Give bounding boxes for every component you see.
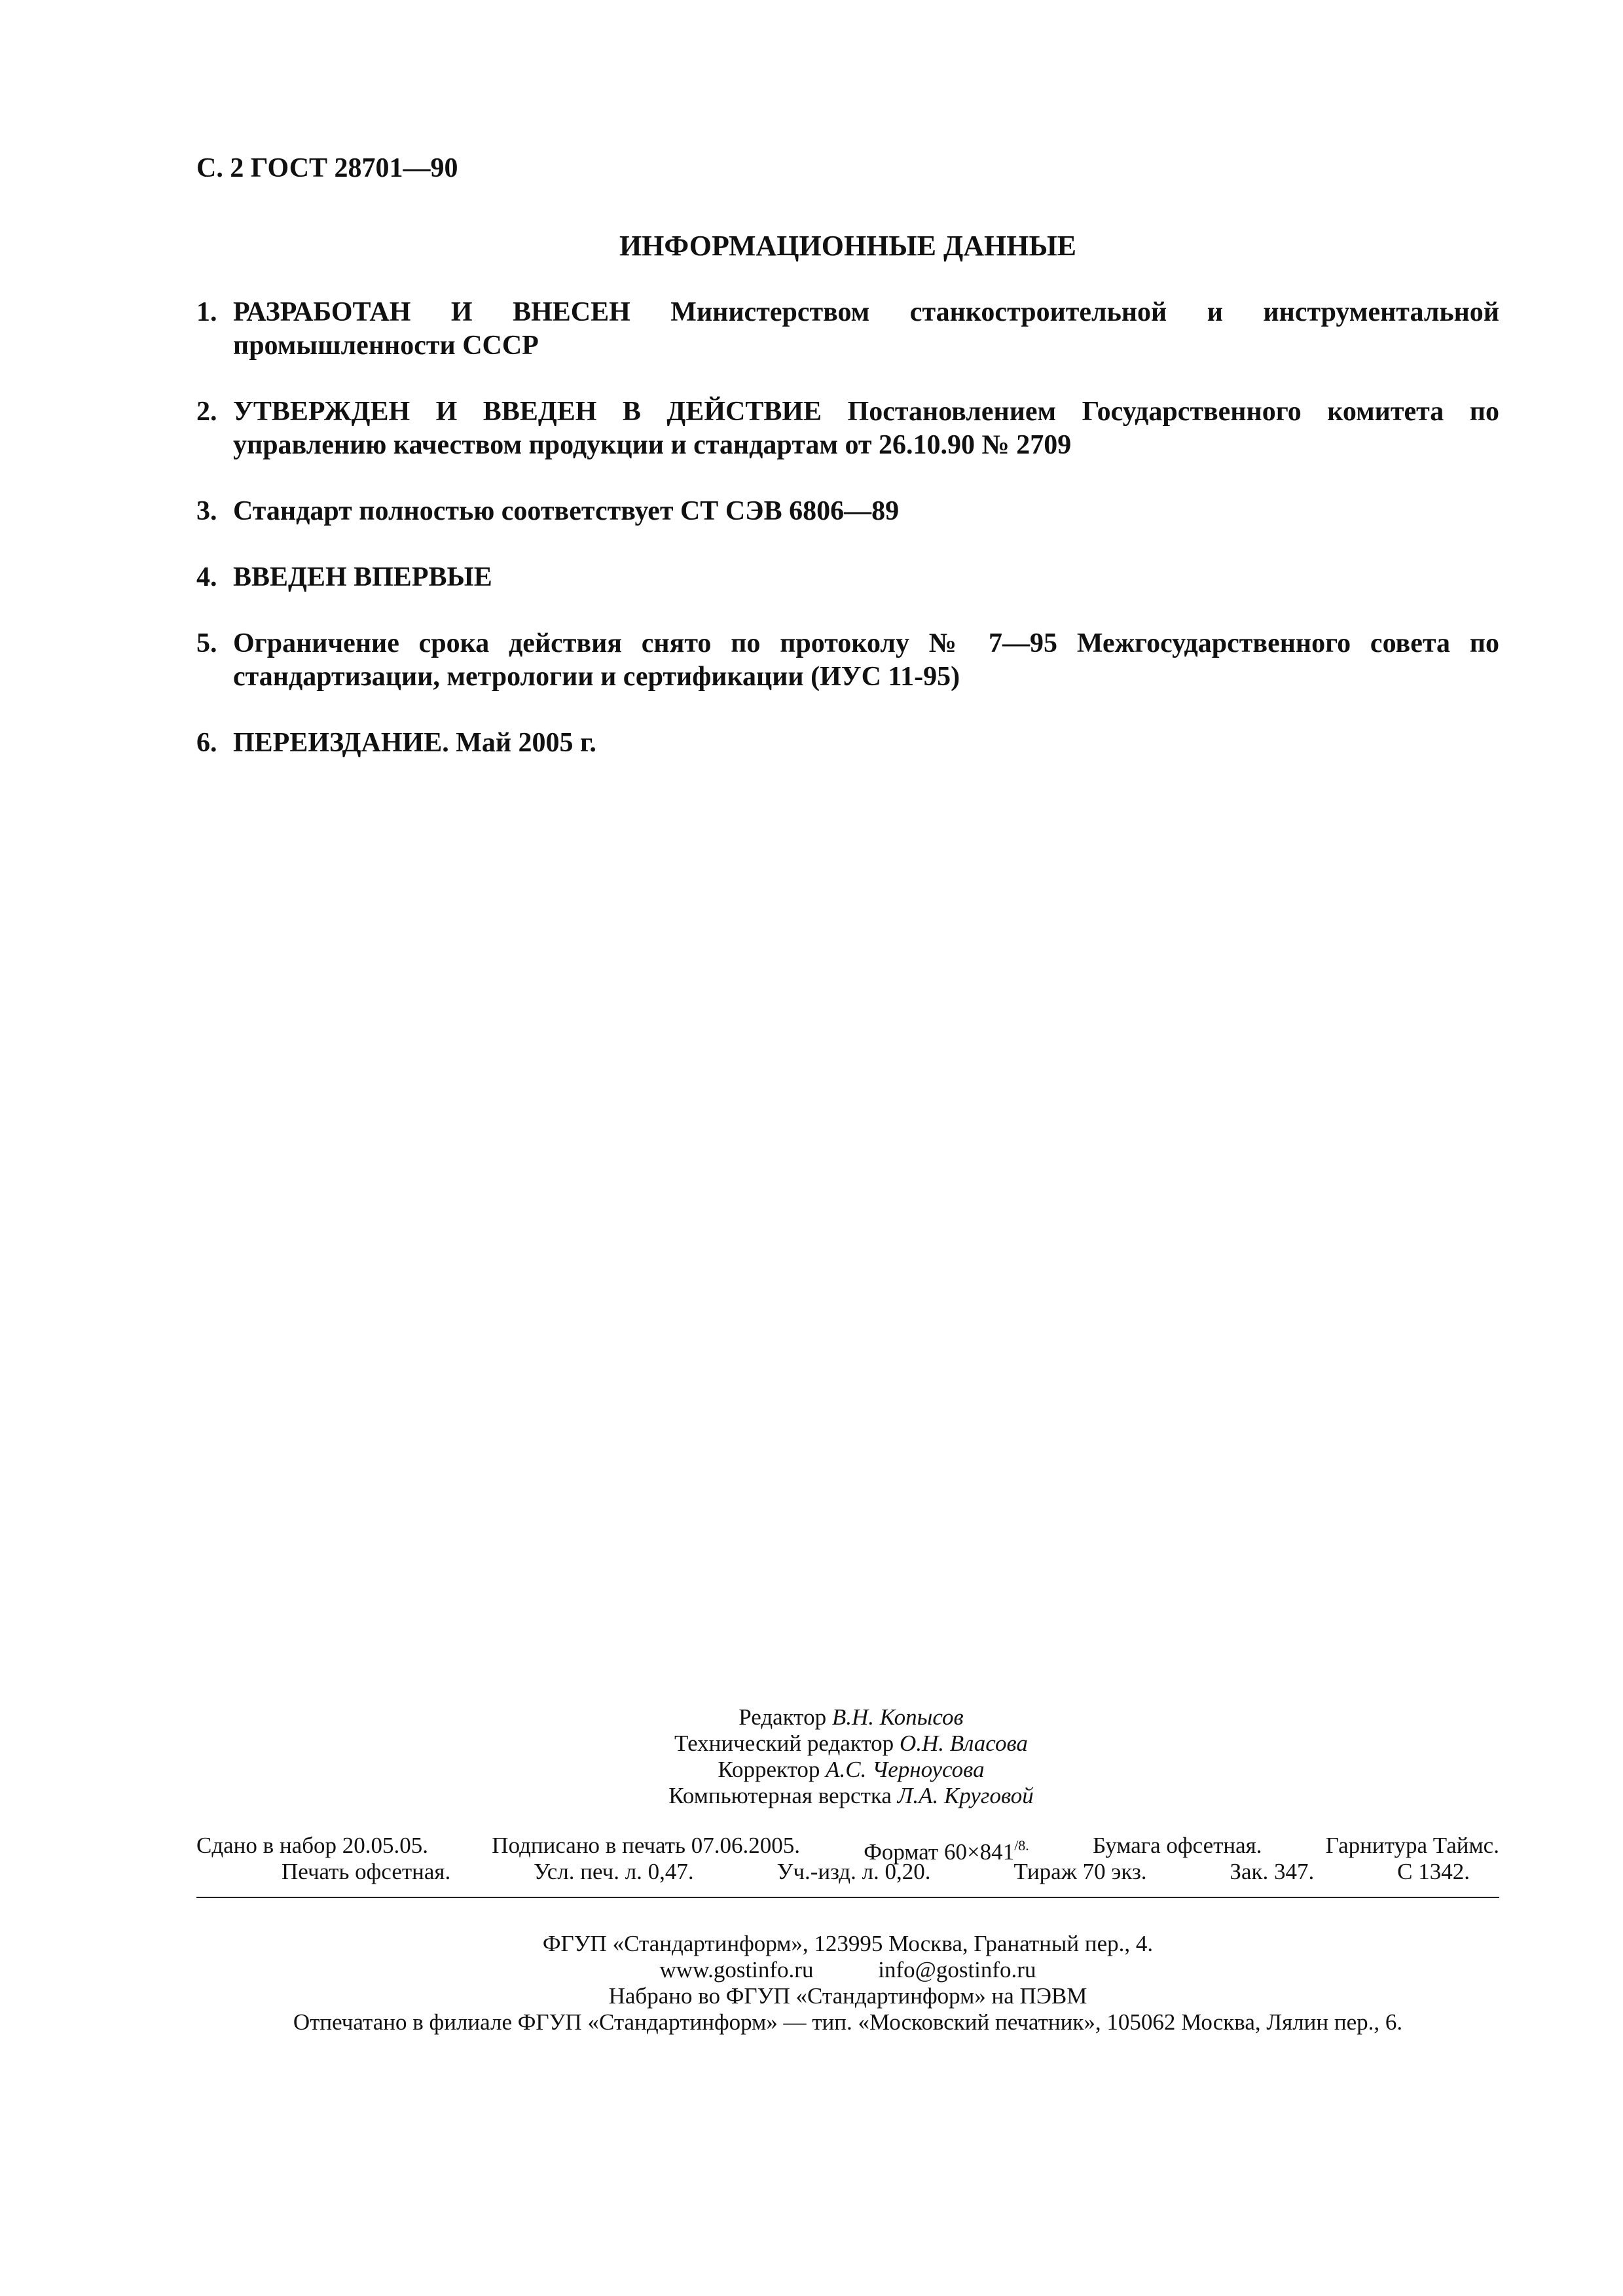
credit-role: Редактор xyxy=(739,1704,827,1730)
editorial-credits xyxy=(458,1704,1244,1809)
credit-name: В.Н. Копысов xyxy=(831,1704,964,1730)
credit-proofreader xyxy=(458,1757,1244,1783)
publisher-email: info@gostinfo.ru xyxy=(878,1957,1036,1982)
format-fraction-int: 1 xyxy=(1002,1839,1015,1865)
publisher-print-note: Отпечатано в филиале ФГУП «Стандартинформ» — тип. «Московский печатник», 105062 Москва, Лялин пер., 6. xyxy=(293,2009,1403,2035)
item-number: 5. xyxy=(196,628,217,658)
imprint-typeset-date: Сдано в набор 20.05.05. xyxy=(196,1833,429,1858)
list-item xyxy=(196,495,1499,528)
section-title: ИНФОРМАЦИОННЫЕ ДАННЫЕ xyxy=(619,230,1077,262)
credit-name: О.Н. Власова xyxy=(899,1731,1028,1756)
information-list xyxy=(196,296,1499,793)
imprint-row-2 xyxy=(196,1859,1499,1885)
imprint-typeface: Гарнитура Таймс. xyxy=(1325,1833,1499,1858)
credit-editor xyxy=(458,1704,1244,1731)
imprint-print-run: Тираж 70 экз. xyxy=(1013,1859,1147,1884)
item-text: Стандарт полностью соответствует СТ СЭВ 6806—89 xyxy=(233,496,900,526)
credit-role: Корректор xyxy=(718,1757,820,1782)
divider xyxy=(196,1897,1499,1898)
publisher-address: ФГУП «Стандартинформ», 123995 Москва, Гранатный пер., 4. xyxy=(542,1931,1154,1956)
list-item xyxy=(196,395,1499,462)
publisher-typeset-note: Набрано во ФГУП «Стандартинформ» на ПЭВМ xyxy=(608,1983,1087,2009)
item-number: 6. xyxy=(196,728,217,758)
credit-role: Компьютерная верстка xyxy=(668,1783,892,1808)
publisher-info xyxy=(196,1931,1499,2036)
imprint-format: Формат $60\times 841^{/8.}$ xyxy=(864,1837,1029,1865)
publisher-website: www.gostinfo.ru xyxy=(659,1957,814,1982)
item-number: 4. xyxy=(196,562,217,592)
list-item xyxy=(196,726,1499,760)
imprint-order: Зак. 347. xyxy=(1230,1859,1315,1884)
item-number: 1. xyxy=(196,297,217,327)
list-item xyxy=(196,561,1499,594)
imprint-sheets: Усл. печ. л. 0,47. xyxy=(534,1859,694,1884)
credit-name: А.С. Черноусова xyxy=(826,1757,985,1782)
format-fraction-den: /8. xyxy=(1014,1837,1029,1854)
publisher-contacts xyxy=(196,1957,1499,1983)
credit-technical-editor xyxy=(458,1731,1244,1757)
imprint-pub-sheets: Уч.-изд. л. 0,20. xyxy=(776,1859,931,1884)
running-head: С. 2 ГОСТ 28701—90 xyxy=(196,153,458,183)
item-text: ВВЕДЕН ВПЕРВЫЕ xyxy=(233,562,492,592)
imprint-code: С 1342. xyxy=(1397,1859,1470,1884)
item-number: 2. xyxy=(196,397,217,427)
credit-role: Технический редактор xyxy=(674,1731,894,1756)
imprint-print-type: Печать офсетная. xyxy=(282,1859,451,1884)
list-item xyxy=(196,627,1499,694)
item-text: УТВЕРЖДЕН И ВВЕДЕН В ДЕЙСТВИЕ Постановлением Государственного комитета по управлению качеством продукции и стандартам от 26.10.90 № 2709 xyxy=(233,397,1499,460)
item-text: РАЗРАБОТАН И ВНЕСЕН Министерством станкостроительной и инструментальной промышленности СССР xyxy=(233,297,1499,361)
item-text: Ограничение срока действия снято по протоколу № 7—95 Межгосударственного совета по стандартизации, метрологии и сертификации (ИУС 11-95) xyxy=(233,628,1499,692)
imprint-paper: Бумага офсетная. xyxy=(1093,1833,1262,1858)
item-number: 3. xyxy=(196,496,217,526)
item-text: ПЕРЕИЗДАНИЕ. Май 2005 г. xyxy=(233,728,596,758)
credit-layout xyxy=(458,1783,1244,1809)
imprint-print-date: Подписано в печать 07.06.2005. xyxy=(492,1833,800,1858)
credit-name: Л.А. Круговой xyxy=(897,1783,1034,1808)
list-item xyxy=(196,296,1499,363)
